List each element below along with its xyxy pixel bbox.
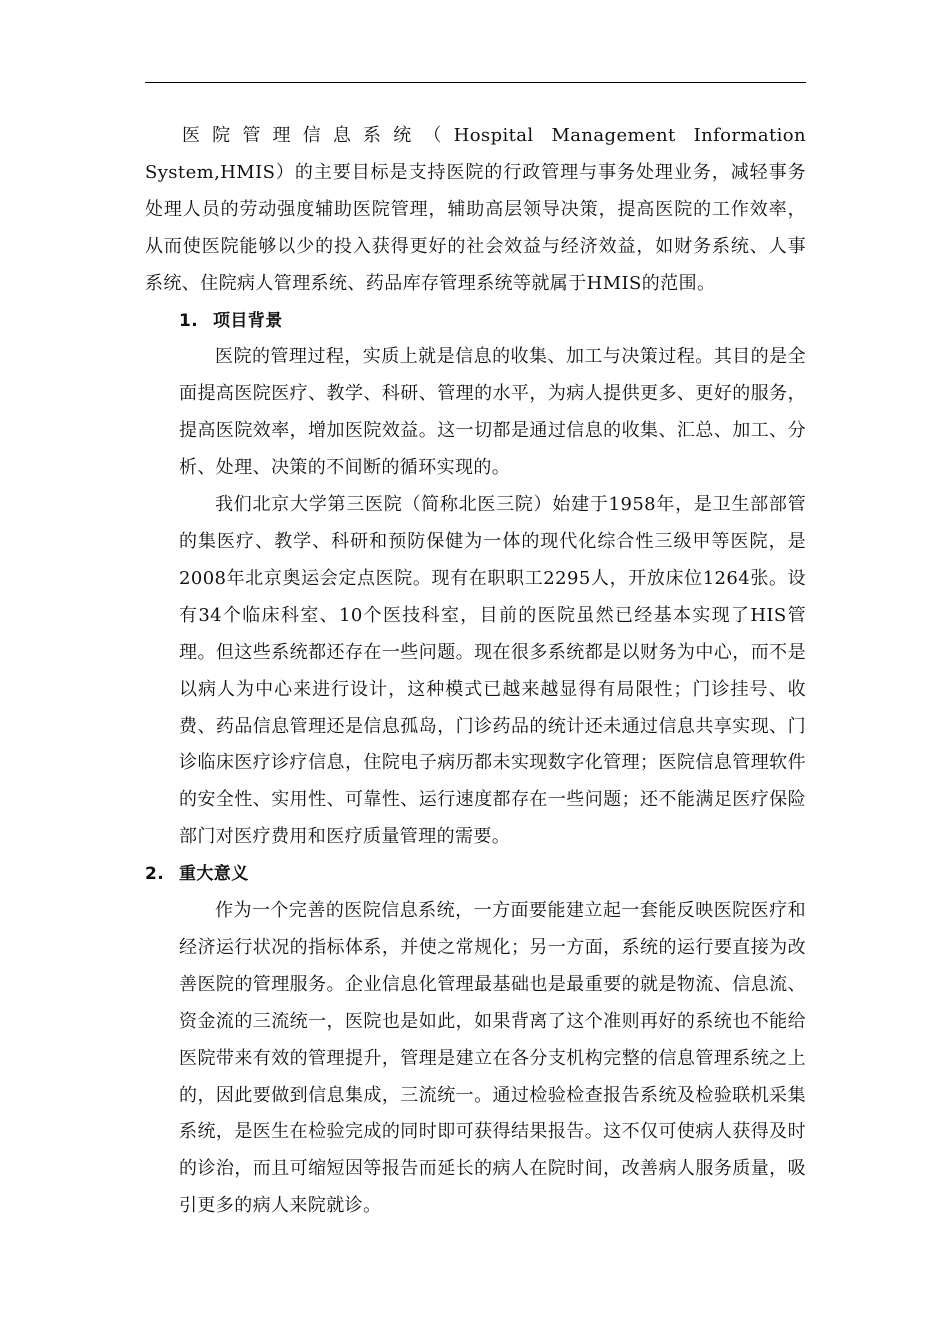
intro-paragraph: 医院管理信息系统（Hospital Management Information System,HMIS）的主要目标是支持医院的行政管理与事务处理业务，减轻事务处理人员的劳动强度辅助医院管理，辅助高层领导决策，提高医院的工作效率，从而使医院能够以少的投入获得更好的社会效益与经济效益，如财务系统、人事系统、住院病人管理系统、药品库存管理系统等就属于HMIS的范围。 <box>145 125 806 294</box>
section-1-heading <box>145 303 806 340</box>
document-body <box>145 118 806 1225</box>
section-1-paragraph-2: 我们北京大学第三医院（简称北医三院）始建于1958年，是卫生部部管的集医疗、教学、科研和预防保健为一体的现代化综合性三级甲等医院，是2008年北京奥运会定点医院。现有在职职工2295人，开放床位1264张。设有34个临床科室、10个医技科室，目前的医院虽然已经基本实现了HIS管理。但这些系统都还存在一些问题。现在很多系统都是以财务为中心，而不是以病人为中心来进行设计，这种模式已越来越显得有局限性；门诊挂号、收费、药品信息管理还是信息孤岛，门诊药品的统计还未通过信息共享实现、门诊临床医疗诊疗信息，住院电子病历都未实现数字化管理；医院信息管理软件的安全性、实用性、可靠性、运行速度都存在一些问题；还不能满足医疗保险部门对医疗费用和医疗质量管理的需要。 <box>179 494 806 848</box>
section-2-number: 2. <box>145 864 165 885</box>
section-1-number: 1. <box>179 310 199 331</box>
section-1-paragraph-1: 医院的管理过程，实质上就是信息的收集、加工与决策过程。其目的是全面提高医院医疗、教学、科研、管理的水平，为病人提供更多、更好的服务，提高医院效率，增加医院效益。这一切都是通过信息的收集、汇总、加工、分析、处理、决策的不间断的循环实现的。 <box>179 346 806 479</box>
section-1-title: 项目背景 <box>213 310 283 331</box>
section-2-title: 重大意义 <box>179 864 249 885</box>
section-2-heading <box>145 856 806 893</box>
section-2-paragraph-1: 作为一个完善的医院信息系统，一方面要能建立起一套能反映医院医疗和经济运行状况的指标体系，并使之常规化；另一方面，系统的运行要直接为改善医院的管理服务。企业信息化管理最基础也是最重要的就是物流、信息流、资金流的三流统一，医院也是如此，如果背离了这个准则再好的系统也不能给医院带来有效的管理提升，管理是建立在各分支机构完整的信息管理系统之上的，因此要做到信息集成，三流统一。通过检验检查报告系统及检验联机采集系统，是医生在检验完成的同时即可获得结果报告。这不仅可使病人获得及时的诊治，而且可缩短因等报告而延长的病人在院时间，改善病人服务质量，吸引更多的病人来院就诊。 <box>179 900 806 1217</box>
header-rule <box>145 82 806 83</box>
